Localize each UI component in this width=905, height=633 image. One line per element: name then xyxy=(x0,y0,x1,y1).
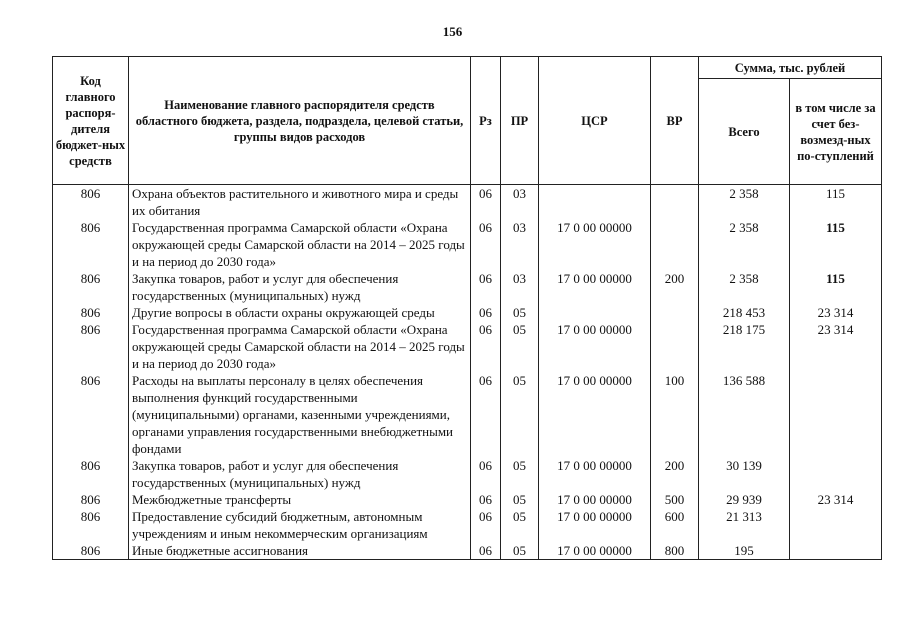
cell-pr: 05 xyxy=(501,542,539,560)
cell-vr xyxy=(651,219,699,270)
cell-name: Межбюджетные трансферты xyxy=(129,491,471,508)
cell-rz: 06 xyxy=(471,491,501,508)
header-code: Код главного распоря-дителя бюджет-ных средств xyxy=(53,57,129,185)
cell-free: 23 314 xyxy=(790,321,882,372)
cell-vr: 200 xyxy=(651,270,699,304)
cell-pr: 05 xyxy=(501,508,539,542)
cell-free: 115 xyxy=(790,219,882,270)
table-row xyxy=(53,321,882,372)
cell-total: 136 588 xyxy=(699,372,790,457)
cell-total: 29 939 xyxy=(699,491,790,508)
table-body xyxy=(53,185,882,560)
cell-name: Государственная программа Самарской области «Охрана окружающей среды Самарской области на 2014 – 2025 годы и на период до 2030 года» xyxy=(129,219,471,270)
table-row xyxy=(53,219,882,270)
cell-name: Предоставление субсидий бюджетным, автономным учреждениям и иным некоммерческим организациям xyxy=(129,508,471,542)
cell-csr: 17 0 00 00000 xyxy=(539,508,651,542)
cell-rz: 06 xyxy=(471,508,501,542)
budget-table xyxy=(52,56,882,560)
cell-vr: 600 xyxy=(651,508,699,542)
cell-free: 115 xyxy=(790,185,882,220)
table-row xyxy=(53,304,882,321)
cell-csr xyxy=(539,185,651,220)
cell-total: 195 xyxy=(699,542,790,560)
cell-name: Иные бюджетные ассигнования xyxy=(129,542,471,560)
cell-code: 806 xyxy=(53,491,129,508)
cell-vr xyxy=(651,304,699,321)
cell-total: 2 358 xyxy=(699,185,790,220)
cell-rz: 06 xyxy=(471,457,501,491)
cell-free xyxy=(790,457,882,491)
cell-pr: 05 xyxy=(501,372,539,457)
cell-vr: 800 xyxy=(651,542,699,560)
header-name: Наименование главного распорядителя средств областного бюджета, раздела, подраздела, целевой статьи, группы видов расходов xyxy=(129,57,471,185)
cell-name: Охрана объектов растительного и животного мира и среды их обитания xyxy=(129,185,471,220)
header-csr: ЦСР xyxy=(539,57,651,185)
cell-csr: 17 0 00 00000 xyxy=(539,542,651,560)
cell-pr: 03 xyxy=(501,185,539,220)
cell-pr: 05 xyxy=(501,321,539,372)
cell-code: 806 xyxy=(53,185,129,220)
table-row xyxy=(53,372,882,457)
cell-pr: 03 xyxy=(501,219,539,270)
cell-total: 21 313 xyxy=(699,508,790,542)
cell-csr: 17 0 00 00000 xyxy=(539,372,651,457)
cell-name: Другие вопросы в области охраны окружающей среды xyxy=(129,304,471,321)
cell-name: Закупка товаров, работ и услуг для обеспечения государственных (муниципальных) нужд xyxy=(129,457,471,491)
cell-vr: 500 xyxy=(651,491,699,508)
cell-free xyxy=(790,508,882,542)
cell-name: Расходы на выплаты персоналу в целях обеспечения выполнения функций государственными (муниципальными) органами, казенными учреждениями, органами управления государственными внебюджетными фондами xyxy=(129,372,471,457)
header-rz: Рз xyxy=(471,57,501,185)
cell-csr: 17 0 00 00000 xyxy=(539,457,651,491)
cell-vr: 200 xyxy=(651,457,699,491)
cell-rz: 06 xyxy=(471,219,501,270)
header-pr: ПР xyxy=(501,57,539,185)
cell-total: 2 358 xyxy=(699,219,790,270)
cell-rz: 06 xyxy=(471,185,501,220)
cell-pr: 05 xyxy=(501,457,539,491)
table-row xyxy=(53,542,882,560)
cell-free xyxy=(790,542,882,560)
cell-pr: 03 xyxy=(501,270,539,304)
cell-name: Закупка товаров, работ и услуг для обеспечения государственных (муниципальных) нужд xyxy=(129,270,471,304)
header-vr: ВР xyxy=(651,57,699,185)
cell-code: 806 xyxy=(53,372,129,457)
cell-free: 115 xyxy=(790,270,882,304)
cell-rz: 06 xyxy=(471,304,501,321)
cell-code: 806 xyxy=(53,270,129,304)
cell-total: 218 453 xyxy=(699,304,790,321)
cell-code: 806 xyxy=(53,304,129,321)
cell-code: 806 xyxy=(53,321,129,372)
cell-csr xyxy=(539,304,651,321)
cell-free: 23 314 xyxy=(790,304,882,321)
cell-code: 806 xyxy=(53,542,129,560)
cell-free xyxy=(790,372,882,457)
header-free: в том числе за счет без-возмезд-ных по-ступлений xyxy=(790,79,882,185)
table-row xyxy=(53,270,882,304)
cell-vr: 100 xyxy=(651,372,699,457)
cell-vr xyxy=(651,321,699,372)
header-sum: Сумма, тыс. рублей xyxy=(699,57,882,79)
cell-rz: 06 xyxy=(471,270,501,304)
cell-total: 218 175 xyxy=(699,321,790,372)
cell-rz: 06 xyxy=(471,321,501,372)
header-total: Всего xyxy=(699,79,790,185)
cell-pr: 05 xyxy=(501,491,539,508)
cell-csr: 17 0 00 00000 xyxy=(539,321,651,372)
table-row xyxy=(53,508,882,542)
table-row xyxy=(53,457,882,491)
cell-vr xyxy=(651,185,699,220)
cell-csr: 17 0 00 00000 xyxy=(539,219,651,270)
cell-csr: 17 0 00 00000 xyxy=(539,270,651,304)
cell-code: 806 xyxy=(53,219,129,270)
cell-name: Государственная программа Самарской области «Охрана окружающей среды Самарской области на 2014 – 2025 годы и на период до 2030 года» xyxy=(129,321,471,372)
cell-total: 30 139 xyxy=(699,457,790,491)
table-header xyxy=(53,57,882,185)
cell-rz: 06 xyxy=(471,542,501,560)
cell-total: 2 358 xyxy=(699,270,790,304)
table-row xyxy=(53,491,882,508)
table-row xyxy=(53,185,882,220)
cell-code: 806 xyxy=(53,457,129,491)
page-number: 156 xyxy=(442,24,463,39)
cell-free: 23 314 xyxy=(790,491,882,508)
cell-rz: 06 xyxy=(471,372,501,457)
cell-code: 806 xyxy=(53,508,129,542)
cell-csr: 17 0 00 00000 xyxy=(539,491,651,508)
cell-pr: 05 xyxy=(501,304,539,321)
